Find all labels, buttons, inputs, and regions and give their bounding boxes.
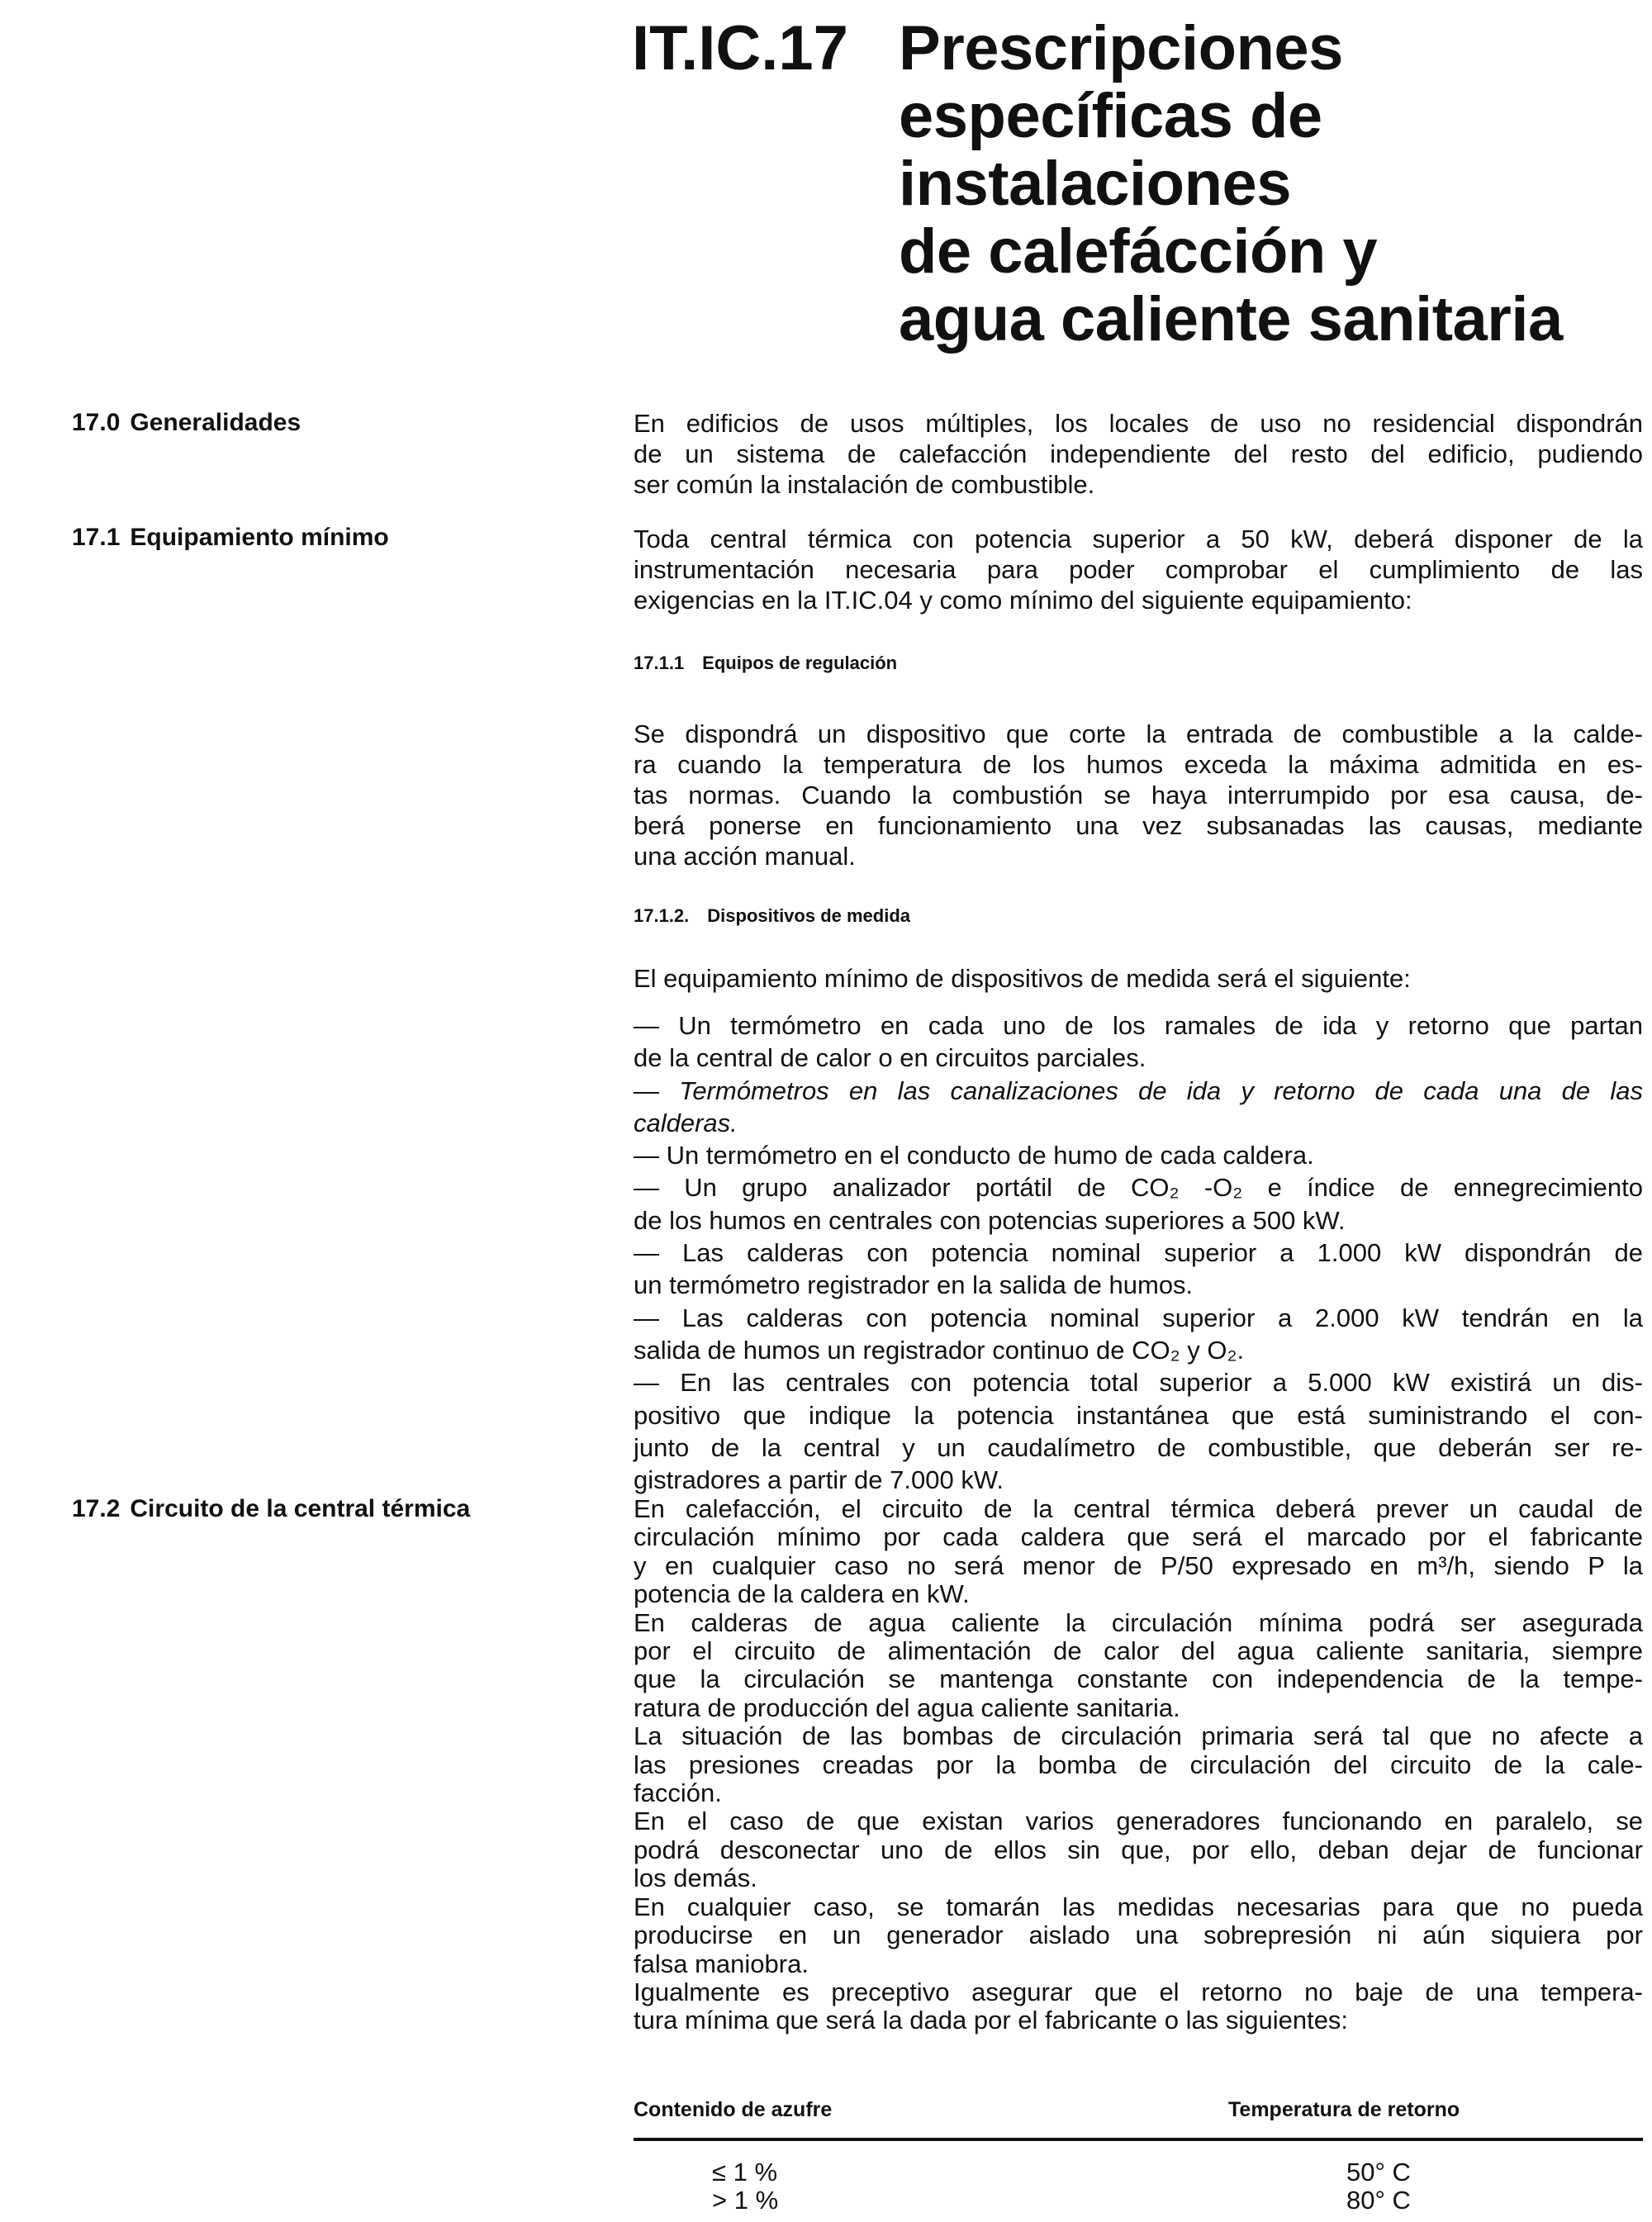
list-item xyxy=(634,1366,1643,1496)
paragraph-equipamiento xyxy=(634,524,1643,615)
text-line: por el circuito de alimentación de calor del agua caliente sanitaria, siempre xyxy=(634,1636,1643,1666)
table-header: Contenido de azufre xyxy=(634,2098,833,2121)
title-line: agua caliente sanitaria xyxy=(899,284,1563,354)
subsection-heading-17-1-1 xyxy=(634,653,897,674)
paragraphs-circuito xyxy=(634,1495,1643,2035)
text-line: de los humos en centrales con potencias superiores a 500 kW. xyxy=(634,1205,1346,1235)
paragraph xyxy=(634,1978,1643,2035)
section-label: Equipamiento mínimo xyxy=(130,524,389,551)
text-line: Se dispondrá un dispositivo que corte la entrada de combustible a la calde- xyxy=(634,719,1643,748)
text-line: de la central de calor o en circuitos parciales. xyxy=(634,1043,1146,1073)
table-cell: 80° C xyxy=(1346,2186,1411,2215)
title-code: IT.IC.17 xyxy=(632,13,848,83)
text-line: — Las calderas con potencia nominal superior a 1.000 kW dispondrán de xyxy=(634,1238,1643,1268)
subsection-label: Equipos de regulación xyxy=(702,653,898,673)
text-line: circulación mínimo por cada caldera que será el marcado por el fabricante xyxy=(634,1522,1643,1552)
text-line: Toda central térmica con potencia superior a 50 kW, deberá disponer de la xyxy=(634,525,1643,553)
paragraph-medida-intro xyxy=(634,963,1643,994)
text-line: producirse en un generador aislado una sobrepresión ni aún siquiera por xyxy=(634,1921,1643,1950)
text-line: ser común la instalación de combustible. xyxy=(634,470,1095,499)
section-number: 17.0 xyxy=(72,409,121,436)
text-line: las presiones creadas por la bomba de circulación del circuito de la cale- xyxy=(634,1750,1643,1779)
text-line: positivo que indique la potencia instantánea que está suministrando el con- xyxy=(634,1400,1643,1430)
section-heading-17-0 xyxy=(72,409,301,437)
text-line: salida de humos un registrador continuo de CO₂ y O₂. xyxy=(634,1335,1245,1365)
text-line: — Un termómetro en el conducto de humo de cada caldera. xyxy=(634,1141,1314,1170)
table-cell: > 1 % xyxy=(712,2186,779,2215)
text-line: ra cuando la temperatura de los humos exceda la máxima admitida en es- xyxy=(634,750,1643,779)
text-line: podrá desconectar uno de ellos sin que, por ello, deban dejar de funcionar xyxy=(634,1835,1643,1864)
text-line: instrumentación necesaria para poder comprobar el cumplimiento de las xyxy=(634,555,1643,584)
section-label: Circuito de la central térmica xyxy=(130,1495,471,1522)
paragraph xyxy=(634,1807,1643,1892)
text-line: junto de la central y un caudalímetro de combustible, que deberán ser re- xyxy=(634,1432,1643,1462)
text-line: potencia de la caldera en kW. xyxy=(634,1579,970,1609)
text-line: una acción manual. xyxy=(634,842,856,871)
paragraph xyxy=(634,1495,1643,1609)
text-line: Igualmente es preceptivo asegurar que el retorno no baje de una tempera- xyxy=(634,1977,1643,2006)
text-line: berá ponerse en funcionamiento una vez subsanadas las causas, mediante xyxy=(634,811,1643,840)
subsection-label: Dispositivos de medida xyxy=(707,905,911,926)
section-number: 17.1 xyxy=(72,524,121,551)
text-line: — Las calderas con potencia nominal superior a 2.000 kW tendrán en la xyxy=(634,1303,1643,1332)
text-line: En cualquier caso, se tomarán las medidas necesarias para que no pueda xyxy=(634,1892,1643,1921)
text-line: En calefacción, el circuito de la central térmica deberá prever un caudal de xyxy=(634,1494,1643,1523)
text-line: En edificios de usos múltiples, los locales de uso no residencial dispondrán xyxy=(634,409,1643,438)
text-line: falsa maniobra. xyxy=(634,1949,809,1978)
text-line: tura mínima que será la dada por el fabricante o las siguientes: xyxy=(634,2006,1349,2035)
text-line: — Termómetros en las canalizaciones de ida y retorno de cada una de las xyxy=(634,1075,1643,1105)
text-line: En calderas de agua caliente la circulación mínima podrá ser asegurada xyxy=(634,1607,1643,1637)
list-item xyxy=(634,1302,1643,1367)
title-line: Prescripciones xyxy=(899,13,1343,83)
text-line: gistradores a partir de 7.000 kW. xyxy=(634,1465,1004,1495)
text-line: exigencias en la IT.IC.04 y como mínimo del siguiente equipamiento: xyxy=(634,586,1412,615)
text-line: que la circulación se mantenga constante con independencia de la tempe- xyxy=(634,1664,1643,1694)
subsection-heading-17-1-2 xyxy=(634,905,910,927)
text-line: — En las centrales con potencia total superior a 5.000 kW existirá un dis- xyxy=(634,1368,1643,1398)
table-cell: 50° C xyxy=(1346,2158,1411,2186)
paragraph-generalidades xyxy=(634,408,1643,500)
paragraph xyxy=(634,1893,1643,1978)
paragraph-regulacion xyxy=(634,719,1643,871)
text-line: facción. xyxy=(634,1778,722,1808)
section-label: Generalidades xyxy=(130,409,301,436)
section-heading-17-1 xyxy=(72,524,389,552)
text-line: — Un termómetro en cada uno de los ramales de ida y retorno que partan xyxy=(634,1011,1643,1040)
equipment-list xyxy=(634,1009,1643,1496)
table-rule xyxy=(634,2138,1643,2141)
subsection-number: 17.1.2. xyxy=(634,905,690,926)
section-number: 17.2 xyxy=(72,1495,121,1522)
text-line: un termómetro registrador en la salida de humos. xyxy=(634,1270,1194,1300)
table-header: Temperatura de retorno xyxy=(1228,2098,1460,2121)
paragraph xyxy=(634,1609,1643,1723)
title-line: de calefácción y xyxy=(899,216,1378,287)
title-line: específicas de xyxy=(899,81,1322,151)
text-line: los demás. xyxy=(634,1864,757,1893)
text-line: de un sistema de calefacción independiente del resto del edificio, pudiendo xyxy=(634,439,1643,468)
text-line: tas normas. Cuando la combustión se haya interrumpido por esa causa, de- xyxy=(634,781,1643,810)
subsection-number: 17.1.1 xyxy=(634,653,685,673)
text-line: ratura de producción del agua caliente sanitaria. xyxy=(634,1693,1180,1722)
text-line: La situación de las bombas de circulación primaria será tal que no afecte a xyxy=(634,1721,1643,1751)
list-item xyxy=(634,1171,1643,1237)
list-item xyxy=(634,1237,1643,1302)
text-line: — Un grupo analizador portátil de CO₂ -O₂ e índice de ennegrecimiento xyxy=(634,1173,1643,1203)
list-item xyxy=(634,1139,1643,1171)
list-item xyxy=(634,1075,1643,1140)
paragraph xyxy=(634,1722,1643,1807)
title-line: instalaciones xyxy=(899,149,1292,219)
section-heading-17-2 xyxy=(72,1495,470,1523)
list-item xyxy=(634,1009,1643,1075)
text-line: y en cualquier caso no será menor de P/50 expresado en m³/h, siendo P la xyxy=(634,1550,1643,1580)
table-cell: ≤ 1 % xyxy=(712,2158,778,2186)
text-line: El equipamiento mínimo de dispositivos de medida será el siguiente: xyxy=(634,964,1411,993)
text-line: En el caso de que existan varios generadores funcionando en paralelo, se xyxy=(634,1807,1643,1836)
text-line: calderas. xyxy=(634,1108,738,1137)
